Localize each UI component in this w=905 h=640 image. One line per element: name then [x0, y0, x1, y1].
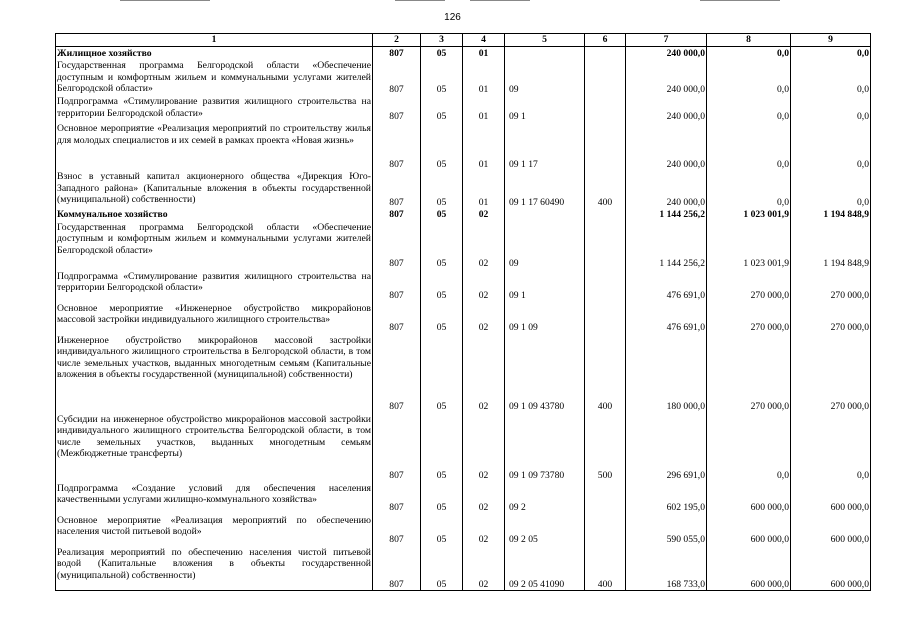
cell-ministry: 807 [373, 208, 421, 221]
row-name: Подпрограмма «Создание условий для обеспечения населения качественными услугами жилищно-коммунального хозяйства» [56, 482, 373, 514]
cell-amount-col7: 602 195,0 [626, 482, 707, 514]
cell-amount-col9: 600 000,0 [791, 482, 871, 514]
cell-subsection: 01 [463, 170, 505, 208]
cell-section: 05 [421, 334, 463, 413]
column-header: 1 [56, 34, 373, 47]
cell-amount-col9: 600 000,0 [791, 514, 871, 546]
table-row [56, 413, 871, 482]
cell-ministry: 807 [373, 413, 421, 482]
row-name: Инженерное обустройство микрорайонов массовой застройки индивидуального жилищного строительства в Белгородской области, в том числе земельных участков, выданных многодетным семьям (Капитальные вложения в объекты государственной (муниципальной) собственности) [56, 334, 373, 413]
budget-table [55, 33, 871, 591]
table-row [56, 59, 871, 95]
cell-section: 05 [421, 221, 463, 270]
cell-amount-col9: 1 194 848,9 [791, 208, 871, 221]
table-row [56, 546, 871, 591]
cell-amount-col7: 590 055,0 [626, 514, 707, 546]
cell-amount-col9: 0,0 [791, 46, 871, 59]
cell-amount-col8: 0,0 [707, 59, 791, 95]
cell-target-article: 09 1 09 43780 [505, 334, 585, 413]
cell-expense-type [585, 95, 626, 122]
column-header-row [56, 34, 871, 47]
cell-ministry: 807 [373, 334, 421, 413]
cell-amount-col8: 270 000,0 [707, 270, 791, 302]
cell-section: 05 [421, 59, 463, 95]
cell-amount-col7: 240 000,0 [626, 59, 707, 95]
cell-subsection: 02 [463, 270, 505, 302]
row-name: Основное мероприятие «Реализация мероприятий по строительству жилья для молодых специалистов и их семей в рамках проекта «Новая жизнь» [56, 122, 373, 170]
cell-section: 05 [421, 170, 463, 208]
cell-expense-type: 400 [585, 170, 626, 208]
table-row [56, 46, 871, 59]
cell-expense-type [585, 221, 626, 270]
cell-subsection: 01 [463, 95, 505, 122]
cell-amount-col8: 0,0 [707, 46, 791, 59]
cell-amount-col7: 240 000,0 [626, 122, 707, 170]
cell-target-article: 09 2 05 41090 [505, 546, 585, 591]
cell-amount-col7: 180 000,0 [626, 334, 707, 413]
cell-section: 05 [421, 46, 463, 59]
table-row [56, 514, 871, 546]
cell-amount-col7: 240 000,0 [626, 170, 707, 208]
column-header: 8 [707, 34, 791, 47]
cell-target-article: 09 1 09 73780 [505, 413, 585, 482]
cell-ministry: 807 [373, 59, 421, 95]
cell-expense-type: 400 [585, 334, 626, 413]
cell-target-article: 09 1 [505, 95, 585, 122]
table-row [56, 221, 871, 270]
cell-expense-type [585, 270, 626, 302]
cell-amount-col9: 0,0 [791, 59, 871, 95]
cell-expense-type [585, 482, 626, 514]
row-name: Жилищное хозяйство [56, 46, 373, 59]
cell-target-article: 09 2 05 [505, 514, 585, 546]
column-header: 2 [373, 34, 421, 47]
cell-subsection: 02 [463, 334, 505, 413]
cell-expense-type [585, 514, 626, 546]
cell-amount-col7: 168 733,0 [626, 546, 707, 591]
cell-ministry: 807 [373, 122, 421, 170]
cell-amount-col8: 1 023 001,9 [707, 208, 791, 221]
row-name: Государственная программа Белгородской области «Обеспечение доступным и комфортным жильем и коммунальными услугами жителей Белгородской области» [56, 221, 373, 270]
cell-amount-col9: 270 000,0 [791, 334, 871, 413]
cell-amount-col8: 270 000,0 [707, 334, 791, 413]
row-name: Реализация мероприятий по обеспечению населения чистой питьевой водой (Капитальные вложения в объекты государственной (муниципальной) собственности) [56, 546, 373, 591]
table-row [56, 95, 871, 122]
column-header: 3 [421, 34, 463, 47]
cell-expense-type: 400 [585, 546, 626, 591]
cell-amount-col8: 600 000,0 [707, 546, 791, 591]
row-name: Взнос в уставный капитал акционерного общества «Дирекция Юго-Западного района» (Капитальные вложения в объекты государственной (муниципальной) собственности) [56, 170, 373, 208]
cell-subsection: 02 [463, 514, 505, 546]
cell-amount-col9: 0,0 [791, 95, 871, 122]
cell-amount-col8: 600 000,0 [707, 514, 791, 546]
cell-target-article: 09 [505, 59, 585, 95]
cell-expense-type: 500 [585, 413, 626, 482]
cell-ministry: 807 [373, 546, 421, 591]
cell-section: 05 [421, 122, 463, 170]
column-header: 6 [585, 34, 626, 47]
cell-amount-col8: 0,0 [707, 95, 791, 122]
cell-subsection: 02 [463, 221, 505, 270]
cell-subsection: 01 [463, 59, 505, 95]
column-header: 9 [791, 34, 871, 47]
cell-target-article: 09 [505, 221, 585, 270]
cell-target-article: 09 1 09 [505, 302, 585, 334]
cell-amount-col7: 240 000,0 [626, 95, 707, 122]
table-row [56, 208, 871, 221]
cell-ministry: 807 [373, 302, 421, 334]
column-header: 4 [463, 34, 505, 47]
cell-amount-col9: 600 000,0 [791, 546, 871, 591]
cell-ministry: 807 [373, 514, 421, 546]
cell-amount-col9: 270 000,0 [791, 302, 871, 334]
table-row [56, 170, 871, 208]
cell-section: 05 [421, 546, 463, 591]
cell-amount-col7: 1 144 256,2 [626, 221, 707, 270]
cell-amount-col9: 0,0 [791, 122, 871, 170]
page-number: 126 [444, 12, 461, 23]
cell-amount-col8: 1 023 001,9 [707, 221, 791, 270]
cell-target-article [505, 208, 585, 221]
table-row [56, 302, 871, 334]
cell-subsection: 01 [463, 46, 505, 59]
cell-amount-col8: 0,0 [707, 122, 791, 170]
cell-section: 05 [421, 208, 463, 221]
cell-section: 05 [421, 482, 463, 514]
cell-target-article: 09 1 17 [505, 122, 585, 170]
row-name: Коммунальное хозяйство [56, 208, 373, 221]
cell-section: 05 [421, 270, 463, 302]
cell-amount-col7: 476 691,0 [626, 302, 707, 334]
cell-amount-col8: 600 000,0 [707, 482, 791, 514]
row-name: Субсидии на инженерное обустройство микрорайонов массовой застройки индивидуального жилищного строительства Белгородской области, в том числе земельных участков, выданных многодетным семьям (Межбюджетные трансферты) [56, 413, 373, 482]
row-name: Основное мероприятие «Реализация мероприятий по обеспечению населения чистой питьевой водой» [56, 514, 373, 546]
cell-expense-type [585, 208, 626, 221]
table-row [56, 482, 871, 514]
cell-amount-col8: 270 000,0 [707, 302, 791, 334]
table-row [56, 334, 871, 413]
cell-subsection: 02 [463, 208, 505, 221]
table-row [56, 270, 871, 302]
cell-amount-col9: 0,0 [791, 413, 871, 482]
cell-amount-col9: 270 000,0 [791, 270, 871, 302]
cell-section: 05 [421, 413, 463, 482]
cell-expense-type [585, 59, 626, 95]
cell-subsection: 02 [463, 302, 505, 334]
cell-expense-type [585, 46, 626, 59]
cell-target-article [505, 46, 585, 59]
cell-amount-col7: 1 144 256,2 [626, 208, 707, 221]
cell-section: 05 [421, 302, 463, 334]
cell-subsection: 02 [463, 413, 505, 482]
cell-section: 05 [421, 514, 463, 546]
cell-subsection: 02 [463, 482, 505, 514]
column-header: 5 [505, 34, 585, 47]
cell-amount-col8: 0,0 [707, 413, 791, 482]
row-name: Подпрограмма «Стимулирование развития жилищного строительства на территории Белгородской области» [56, 270, 373, 302]
row-name: Подпрограмма «Стимулирование развития жилищного строительства на территории Белгородской области» [56, 95, 373, 122]
cell-ministry: 807 [373, 170, 421, 208]
cell-subsection: 01 [463, 122, 505, 170]
cell-ministry: 807 [373, 270, 421, 302]
cell-section: 05 [421, 95, 463, 122]
cell-amount-col8: 0,0 [707, 170, 791, 208]
cell-target-article: 09 1 [505, 270, 585, 302]
cell-target-article: 09 1 17 60490 [505, 170, 585, 208]
row-name: Государственная программа Белгородской области «Обеспечение доступным и комфортным жильем и коммунальными услугами жителей Белгородской области» [57, 60, 371, 94]
cell-expense-type [585, 122, 626, 170]
table-row [56, 122, 871, 170]
cell-ministry: 807 [373, 46, 421, 59]
cell-amount-col9: 1 194 848,9 [791, 221, 871, 270]
cell-amount-col7: 296 691,0 [626, 413, 707, 482]
cell-amount-col7: 240 000,0 [626, 46, 707, 59]
top-rule [0, 0, 905, 1]
cell-amount-col9: 0,0 [791, 170, 871, 208]
cell-expense-type [585, 302, 626, 334]
cell-subsection: 02 [463, 546, 505, 591]
row-name: Основное мероприятие «Инженерное обустройство микрорайонов массовой застройки индивидуального жилищного строительства» [56, 302, 373, 334]
column-header: 7 [626, 34, 707, 47]
cell-ministry: 807 [373, 482, 421, 514]
cell-ministry: 807 [373, 221, 421, 270]
cell-target-article: 09 2 [505, 482, 585, 514]
cell-ministry: 807 [373, 95, 421, 122]
cell-amount-col7: 476 691,0 [626, 270, 707, 302]
